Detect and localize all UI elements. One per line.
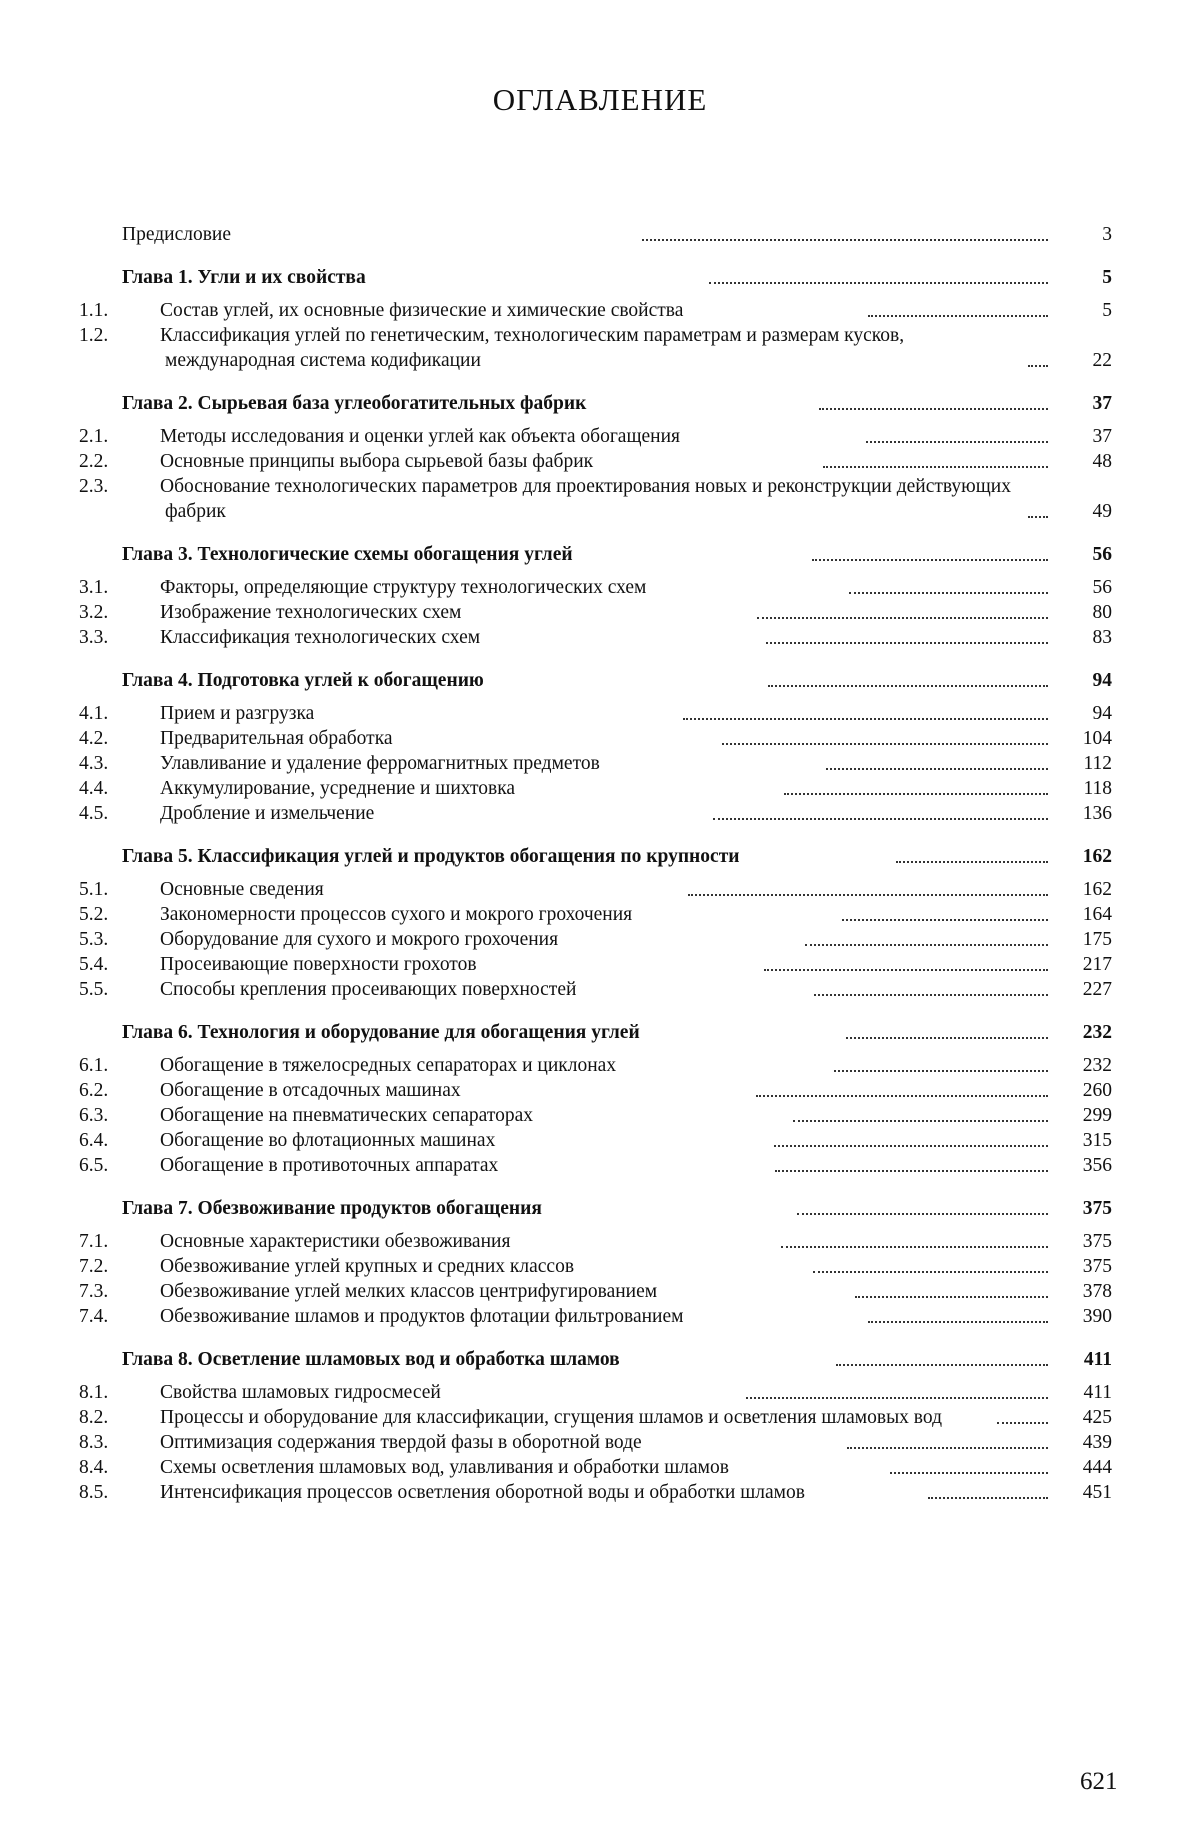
toc-entry-text [79, 625, 762, 650]
entry-page-number: 118 [1083, 778, 1113, 799]
toc-entry-text [79, 902, 838, 927]
entry-title: Обоснование технологических параметров для проектирования новых и реконструкции действующих фабрик [160, 476, 1011, 522]
dot-leader [709, 282, 1048, 284]
toc-section-entry [79, 449, 1112, 474]
section-number: 3.1. [79, 577, 109, 598]
section-number: 4.4. [79, 778, 109, 799]
entry-page-number: 451 [1082, 1482, 1113, 1503]
toc-section-entry [79, 1380, 1112, 1405]
toc-section-entry [79, 977, 1112, 1002]
toc-entry-text [79, 424, 862, 449]
entry-title: Улавливание и удаление ферромагнитных предметов [160, 753, 600, 774]
dot-leader [642, 239, 1048, 241]
entry-title: Обогащение во флотационных машинах [160, 1130, 496, 1151]
toc-section-entry [79, 726, 1112, 751]
toc-entry-text [79, 323, 1024, 373]
entry-page-number: 411 [1083, 1349, 1112, 1370]
entry-title: Классификация технологических схем [160, 627, 481, 648]
toc-entry-text [122, 265, 705, 290]
entry-page-number: 356 [1082, 1155, 1113, 1176]
entry-title: Обезвоживание углей крупных и средних классов [160, 1256, 575, 1277]
section-number: 2.1. [79, 426, 109, 447]
toc-entry-text [79, 1405, 993, 1430]
toc-section-entry [79, 1254, 1112, 1279]
dot-leader [781, 1246, 1048, 1248]
entry-page-number: 217 [1082, 954, 1113, 975]
toc-entry-text [79, 1078, 752, 1103]
toc-entry-text [79, 298, 864, 323]
entry-page-number: 411 [1083, 1382, 1112, 1403]
entry-page-number: 37 [1092, 426, 1113, 447]
dot-leader [683, 718, 1048, 720]
section-number: 5.3. [79, 929, 109, 950]
dot-leader [868, 315, 1048, 317]
section-number: 2.3. [79, 476, 109, 497]
dot-leader [826, 768, 1048, 770]
entry-title: Факторы, определяющие структуру технологических схем [160, 577, 647, 598]
section-number: 4.3. [79, 753, 109, 774]
entry-title: Методы исследования и оценки углей как объекта обогащения [160, 426, 680, 447]
dot-leader [722, 743, 1048, 745]
entry-page-number: 5 [1102, 267, 1113, 288]
section-number: 3.3. [79, 627, 109, 648]
toc-entry-text [79, 751, 822, 776]
toc-chapter-entry [122, 668, 1112, 693]
toc-entry-text [122, 391, 815, 416]
dot-leader [768, 685, 1048, 687]
toc-section-entry [79, 600, 1113, 625]
dot-leader [688, 894, 1048, 896]
dot-leader [847, 1447, 1048, 1449]
dot-leader [846, 1037, 1048, 1039]
entry-page-number: 22 [1092, 350, 1112, 371]
dot-leader [819, 408, 1048, 410]
entry-title: Основные сведения [160, 879, 324, 900]
entry-page-number: 375 [1082, 1256, 1112, 1277]
toc-entry-text [79, 1128, 770, 1153]
section-number: 4.1. [79, 703, 109, 724]
entry-page-number: 390 [1082, 1306, 1112, 1327]
entry-title: Обезвоживание углей мелких классов центрифугированием [160, 1281, 658, 1302]
dot-leader [1028, 365, 1048, 367]
dot-leader [756, 1095, 1048, 1097]
toc-entry-text [79, 1430, 843, 1455]
toc-entry-text [79, 1229, 777, 1254]
toc-entry-text [122, 1347, 832, 1372]
toc-entry-text [122, 668, 764, 693]
toc-section-entry [79, 424, 1113, 449]
toc-chapter-entry [122, 1196, 1112, 1221]
toc-entry-text [122, 1020, 842, 1045]
dot-leader [766, 642, 1048, 644]
entry-page-number: 232 [1082, 1055, 1112, 1076]
entry-title: Глава 6. Технология и оборудование для обогащения углей [122, 1022, 640, 1043]
section-number: 5.5. [79, 979, 109, 1000]
entry-title: Свойства шламовых гидросмесей [160, 1382, 441, 1403]
entry-page-number: 232 [1082, 1022, 1112, 1043]
dot-leader [997, 1422, 1048, 1424]
entry-page-number: 315 [1082, 1130, 1112, 1151]
entry-page-number: 37 [1092, 393, 1112, 414]
entry-page-number: 94 [1092, 703, 1112, 724]
toc-section-entry [79, 1279, 1112, 1304]
entry-title: Классификация углей по генетическим, технологическим параметрам и размерам кусков, международная система кодификации [160, 325, 905, 371]
entry-page-number: 378 [1082, 1281, 1112, 1302]
toc-entry-text [79, 1103, 789, 1128]
dot-leader [842, 919, 1048, 921]
toc-section-entry [79, 1405, 1112, 1430]
entry-title: Процессы и оборудование для классификации, сгущения шламов и осветления шламовых вод [160, 1407, 942, 1428]
entry-page-number: 94 [1092, 670, 1112, 691]
section-number: 8.3. [79, 1432, 109, 1453]
toc-entry-text [79, 1480, 924, 1505]
section-number: 7.2. [79, 1256, 109, 1277]
dot-leader [746, 1397, 1048, 1399]
entry-title: Основные характеристики обезвоживания [160, 1231, 511, 1252]
toc-section-entry [79, 1078, 1112, 1103]
toc-entry-text [79, 1455, 886, 1480]
toc-section-entry [79, 1480, 1113, 1505]
toc-chapter-entry [122, 265, 1112, 290]
entry-page-number: 425 [1082, 1407, 1112, 1428]
toc-section-entry [79, 474, 1112, 524]
toc-entry-text [79, 1279, 851, 1304]
section-number: 5.1. [79, 879, 109, 900]
entry-page-number: 260 [1082, 1080, 1112, 1101]
section-number: 8.2. [79, 1407, 109, 1428]
section-number: 6.2. [79, 1080, 109, 1101]
entry-title: Обогащение в тяжелосредных сепараторах и циклонах [160, 1055, 617, 1076]
toc-entry-text [79, 1053, 830, 1078]
entry-page-number: 299 [1082, 1105, 1113, 1126]
section-number: 8.4. [79, 1457, 109, 1478]
toc-section-entry [79, 298, 1112, 323]
dot-leader [836, 1364, 1048, 1366]
entry-title: Глава 1. Угли и их свойства [122, 267, 366, 288]
table-of-contents [79, 222, 1113, 1505]
dot-leader [775, 1170, 1048, 1172]
entry-title: Обезвоживание шламов и продуктов флотации фильтрованием [160, 1306, 684, 1327]
section-number: 1.1. [79, 300, 109, 321]
entry-title: Способы крепления просеивающих поверхностей [160, 979, 577, 1000]
entry-title: Глава 4. Подготовка углей к обогащению [122, 670, 484, 691]
entry-title: Глава 7. Обезвоживание продуктов обогащения [122, 1198, 542, 1219]
entry-title: Прием и разгрузка [160, 703, 315, 724]
toc-entry-text [79, 1254, 809, 1279]
dot-leader [1028, 516, 1048, 518]
entry-page-number: 162 [1082, 879, 1113, 900]
toc-front-entry [122, 222, 1112, 247]
dot-leader [849, 592, 1048, 594]
toc-entry-text [79, 801, 709, 826]
toc-entry-text [122, 844, 892, 869]
toc-section-entry [79, 927, 1113, 952]
toc-section-entry [79, 575, 1112, 600]
toc-entry-text [79, 726, 718, 751]
entry-title: Изображение технологических схем [160, 602, 462, 623]
toc-entry-text [79, 927, 801, 952]
entry-page-number: 49 [1092, 501, 1112, 522]
toc-entry-text [122, 542, 808, 567]
toc-entry-text [79, 1304, 864, 1329]
entry-page-number: 136 [1082, 803, 1113, 824]
section-number: 6.4. [79, 1130, 109, 1151]
toc-entry-text [79, 474, 1024, 524]
entry-title: Схемы осветления шламовых вод, улавливания и обработки шламов [160, 1457, 729, 1478]
entry-page-number: 112 [1083, 753, 1113, 774]
page-number: 621 [1080, 1768, 1118, 1795]
entry-page-number: 56 [1092, 544, 1112, 565]
entry-title: Основные принципы выбора сырьевой базы фабрик [160, 451, 594, 472]
dot-leader [896, 861, 1048, 863]
toc-chapter-entry [122, 542, 1112, 567]
section-number: 7.1. [79, 1231, 109, 1252]
section-number: 8.1. [79, 1382, 109, 1403]
toc-section-entry [79, 1153, 1113, 1178]
toc-entry-text [79, 600, 753, 625]
entry-page-number: 162 [1082, 846, 1112, 867]
entry-title: Глава 5. Классификация углей и продуктов обогащения по крупности [122, 846, 740, 867]
dot-leader [868, 1321, 1048, 1323]
page-title: ОГЛАВЛЕНИЕ [492, 82, 708, 117]
entry-page-number: 227 [1082, 979, 1112, 1000]
dot-leader [713, 818, 1048, 820]
dot-leader [834, 1070, 1048, 1072]
section-number: 2.2. [79, 451, 109, 472]
section-number: 5.2. [79, 904, 109, 925]
entry-title: Закономерности процессов сухого и мокрого грохочения [160, 904, 633, 925]
toc-section-entry [79, 1229, 1112, 1254]
dot-leader [757, 617, 1048, 619]
entry-page-number: 375 [1082, 1198, 1112, 1219]
toc-section-entry [79, 877, 1113, 902]
toc-entry-text [79, 776, 780, 801]
entry-page-number: 80 [1092, 602, 1113, 623]
section-number: 4.5. [79, 803, 109, 824]
section-number: 8.5. [79, 1482, 109, 1503]
dot-leader [797, 1213, 1048, 1215]
toc-section-entry [79, 902, 1112, 927]
dot-leader [866, 441, 1048, 443]
toc-entry-text [79, 1153, 771, 1178]
entry-title: Глава 8. Осветление шламовых вод и обработка шламов [122, 1349, 620, 1370]
section-number: 3.2. [79, 602, 109, 623]
toc-section-entry [79, 1455, 1112, 1480]
dot-leader [784, 793, 1048, 795]
entry-page-number: 3 [1102, 224, 1112, 245]
toc-section-entry [79, 625, 1113, 650]
entry-title: Обогащение в противоточных аппаратах [160, 1155, 499, 1176]
dot-leader [928, 1497, 1048, 1499]
entry-page-number: 5 [1102, 300, 1112, 321]
entry-title: Обогащение на пневматических сепараторах [160, 1105, 534, 1126]
entry-page-number: 444 [1082, 1457, 1112, 1478]
entry-title: Состав углей, их основные физические и химические свойства [160, 300, 684, 321]
section-number: 1.2. [79, 325, 109, 346]
entry-page-number: 48 [1092, 451, 1112, 472]
entry-page-number: 164 [1082, 904, 1112, 925]
toc-section-entry [79, 1128, 1112, 1153]
entry-page-number: 104 [1082, 728, 1112, 749]
section-number: 6.5. [79, 1155, 109, 1176]
toc-section-entry [79, 323, 1112, 373]
dot-leader [855, 1296, 1048, 1298]
entry-page-number: 439 [1082, 1432, 1112, 1453]
entry-page-number: 175 [1082, 929, 1113, 950]
toc-entry-text [79, 977, 810, 1002]
section-number: 6.1. [79, 1055, 109, 1076]
toc-entry-text [79, 575, 845, 600]
toc-section-entry [79, 1053, 1112, 1078]
toc-section-entry [79, 776, 1113, 801]
toc-chapter-entry [122, 391, 1112, 416]
section-number: 6.3. [79, 1105, 109, 1126]
entry-title: Оптимизация содержания твердой фазы в оборотной воде [160, 1432, 642, 1453]
toc-section-entry [79, 1103, 1113, 1128]
entry-title: Интенсификация процессов осветления оборотной воды и обработки шламов [160, 1482, 805, 1503]
entry-page-number: 56 [1092, 577, 1112, 598]
toc-section-entry [79, 1304, 1112, 1329]
toc-entry-text [122, 1196, 793, 1221]
toc-chapter-entry [122, 1020, 1112, 1045]
toc-section-entry [79, 1430, 1112, 1455]
toc-chapter-entry [122, 844, 1112, 869]
entry-title: Глава 2. Сырьевая база углеобогатительных фабрик [122, 393, 587, 414]
entry-page-number: 375 [1082, 1231, 1112, 1252]
dot-leader [812, 559, 1048, 561]
dot-leader [823, 466, 1048, 468]
dot-leader [805, 944, 1048, 946]
toc-section-entry [79, 952, 1113, 977]
toc-section-entry [79, 751, 1113, 776]
toc-entry-text [122, 222, 638, 247]
toc-chapter-entry [122, 1347, 1112, 1372]
dot-leader [764, 969, 1048, 971]
section-number: 7.4. [79, 1306, 109, 1327]
toc-entry-text [79, 952, 760, 977]
dot-leader [814, 994, 1048, 996]
dot-leader [813, 1271, 1048, 1273]
entry-title: Просеивающие поверхности грохотов [160, 954, 477, 975]
entry-title: Глава 3. Технологические схемы обогащения углей [122, 544, 573, 565]
dot-leader [774, 1145, 1048, 1147]
dot-leader [793, 1120, 1049, 1122]
entry-title: Предисловие [122, 224, 232, 245]
toc-entry-text [79, 1380, 742, 1405]
entry-title: Обогащение в отсадочных машинах [160, 1080, 461, 1101]
section-number: 7.3. [79, 1281, 109, 1302]
entry-title: Аккумулирование, усреднение и шихтовка [160, 778, 516, 799]
section-number: 4.2. [79, 728, 109, 749]
toc-section-entry [79, 701, 1112, 726]
entry-page-number: 83 [1092, 627, 1113, 648]
dot-leader [890, 1472, 1048, 1474]
toc-entry-text [79, 877, 684, 902]
toc-entry-text [79, 701, 679, 726]
entry-title: Оборудование для сухого и мокрого грохочения [160, 929, 559, 950]
section-number: 5.4. [79, 954, 109, 975]
entry-title: Дробление и измельчение [160, 803, 375, 824]
entry-title: Предварительная обработка [160, 728, 393, 749]
toc-section-entry [79, 801, 1113, 826]
toc-entry-text [79, 449, 819, 474]
